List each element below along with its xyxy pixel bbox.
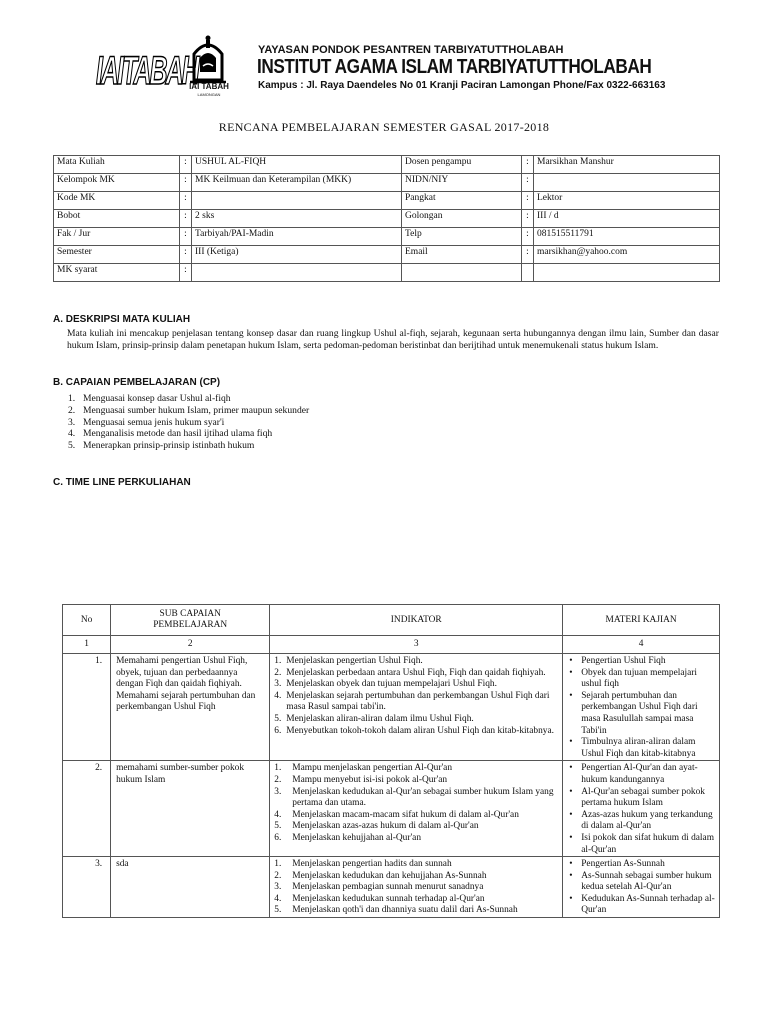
info-value: Tarbiyah/PAI-Madin — [192, 228, 402, 246]
list-item: • As-Sunnah sebagai sumber hukum kedua setelah Al-Qur'an — [567, 871, 715, 894]
info-colon: : — [180, 264, 192, 282]
list-item: 2. Menjelaskan perbedaan antara Ushul Fiqh, Fiqh dan qaidah fiqhiyah. — [274, 667, 546, 678]
info-row — [54, 156, 720, 174]
info-row — [54, 174, 720, 192]
col-number: 3 — [270, 636, 563, 654]
list-item: • Al-Qur'an sebagai sumber pokok pertama hukum Islam — [567, 787, 715, 810]
table-row — [63, 654, 720, 761]
info-value: 2 sks — [192, 210, 402, 228]
info-value: marsikhan@yahoo.com — [534, 246, 720, 264]
sub-cp-cell: Memahami pengertian Ushul Fiqh, obyek, tujuan dan perbedaannya dengan Fiqh dan qaidah fiqhiyah. Memahami sejarah pertumbuhan dan perkembangan Ushul Fiqh — [111, 654, 270, 761]
foundation-name: YAYASAN PONDOK PESANTREN TARBIYATUTTHOLABAH — [258, 44, 564, 56]
info-colon: : — [522, 210, 534, 228]
info-row — [54, 246, 720, 264]
info-value — [192, 264, 402, 282]
iaitabah-logo: IAITABAH — [96, 49, 198, 93]
row-number: 2. — [63, 761, 111, 857]
info-colon: : — [180, 246, 192, 264]
info-value — [534, 174, 720, 192]
timeline-table — [62, 604, 720, 918]
info-colon: : — [180, 192, 192, 210]
info-label: Dosen pengampu — [402, 156, 522, 174]
campus-address: Kampus : Jl. Raya Daendeles No 01 Kranji Paciran Lamongan Phone/Fax 0322-663163 — [258, 80, 666, 91]
list-item: 5. Menjelaskan qoth'i dan dhanniya suatu dalil dari As-Sunnah — [274, 905, 518, 916]
list-item: 1. Menjelaskan pengertian Ushul Fiqh. — [274, 656, 423, 666]
info-colon: : — [522, 192, 534, 210]
list-item: 5. Menjelaskan azas-azas hukum di dalam al-Qur'an — [274, 821, 479, 832]
sub-cp-cell: sda — [111, 857, 270, 918]
info-label: Pangkat — [402, 192, 522, 210]
list-item: • Azas-azas hukum yang terkandung di dalam al-Qur'an — [567, 810, 715, 833]
col-number: 1 — [63, 636, 111, 654]
section-a-heading: A. DESKRIPSI MATA KULIAH — [53, 314, 191, 325]
list-item: 3. Menjelaskan pembagian sunnah menurut sanadnya — [274, 882, 484, 893]
list-item: 1. Mampu menjelaskan pengertian Al-Qur'an — [274, 763, 453, 774]
info-colon: : — [180, 156, 192, 174]
list-item: 4. Menganalisis metode dan hasil ijtihad ulama fiqh — [68, 428, 273, 440]
table-row — [63, 761, 720, 857]
list-item: 2. Menguasai sumber hukum Islam, primer maupun sekunder — [68, 404, 310, 416]
list-item: 5. Menjelaskan aliran-aliran dalam ilmu Ushul Fiqh. — [274, 713, 474, 724]
institute-name: INSTITUT AGAMA ISLAM TARBIYATUTTHOLABAH — [257, 56, 652, 78]
document-title: RENCANA PEMBELAJARAN SEMESTER GASAL 2017-2018 — [218, 120, 550, 134]
col-number: 4 — [563, 636, 720, 654]
list-item: 4. Menjelaskan kedudukan sunnah terhadap al-Qur'an — [274, 893, 485, 904]
info-label: Email — [402, 246, 522, 264]
material-cell — [563, 654, 720, 761]
indicator-cell — [270, 761, 563, 857]
emblem-caption: IAI TABAH — [189, 82, 229, 91]
list-item: 1. Menguasai konsep dasar Ushul al-fiqh — [68, 393, 231, 404]
indicator-cell — [270, 654, 563, 761]
material-cell — [563, 761, 720, 857]
learning-outcomes-list — [68, 393, 309, 452]
list-item: 3. Menjelaskan obyek dan tujuan mempelajari Ushul Fiqh. — [274, 679, 497, 690]
info-colon: : — [522, 174, 534, 192]
info-row — [54, 192, 720, 210]
sub-cp-cell: memahami sumber-sumber pokok hukum Islam — [111, 761, 270, 857]
info-row — [54, 264, 720, 282]
list-item: • Obyek dan tujuan mempelajari ushul fiqh — [567, 668, 715, 691]
list-item: 2. Menjelaskan kedudukan dan kehujjahan As-Sunnah — [274, 870, 487, 881]
course-description: Mata kuliah ini mencakup penjelasan tentang konsep dasar dan ruang lingkup Ushul al-fiqh, sejarah, kegunaan serta hubungannya dengan ilmu lain, Sumber dan dasar hukum Islam, prinsip-prinsip dalam penetapan hukum Islam, serta pedoman-pedoman beristinbat dan berijtihad untuk menemukenali status hukum Islam. — [67, 328, 719, 351]
row-number: 3. — [63, 857, 111, 918]
list-item: • Sejarah pertumbuhan dan perkembangan Ushul Fiqh dari masa Rasulullah sampai masa Tabi'in — [567, 691, 715, 737]
info-row — [54, 228, 720, 246]
info-colon: : — [180, 228, 192, 246]
list-item: 6. Menjelaskan kehujjahan al-Qur'an — [274, 832, 422, 843]
info-colon: : — [180, 174, 192, 192]
info-label: Kode MK — [54, 192, 180, 210]
info-value: III (Ketiga) — [192, 246, 402, 264]
info-colon: : — [180, 210, 192, 228]
list-item: 3. Menguasai semua jenis hukum syar'i — [68, 416, 225, 428]
col-header-sub-cp: SUB CAPAIAN PEMBELAJARAN — [111, 605, 270, 636]
list-item: 5. Menerapkan prinsip-prinsip istinbath hukum — [68, 440, 255, 452]
info-label: Mata Kuliah — [54, 156, 180, 174]
col-header-material: MATERI KAJIAN — [563, 605, 720, 636]
col-number: 2 — [111, 636, 270, 654]
list-item: 4. Menjelaskan macam-macam sifat hukum di dalam al-Qur'an — [274, 809, 519, 820]
row-number: 1. — [63, 654, 111, 761]
col-header-no: No — [63, 605, 111, 636]
section-b-heading: B. CAPAIAN PEMBELAJARAN (CP) — [53, 377, 221, 388]
info-value: Lektor — [534, 192, 720, 210]
info-label: Telp — [402, 228, 522, 246]
list-item: 3. Menjelaskan kedudukan al-Qur'an sebagai sumber hukum Islam yang pertama dan utama. — [274, 786, 554, 809]
info-label: MK syarat — [54, 264, 180, 282]
info-colon: : — [522, 246, 534, 264]
list-item: 2. Mampu menyebut isi-isi pokok al-Qur'an — [274, 774, 448, 785]
list-item: • Isi pokok dan sifat hukum di dalam al-Qur'an — [567, 833, 715, 856]
info-label: Semester — [54, 246, 180, 264]
course-info-table — [53, 155, 720, 282]
info-label — [402, 264, 522, 282]
info-value: Marsikhan Manshur — [534, 156, 720, 174]
list-item: • Pengertian Ushul Fiqh — [567, 656, 715, 668]
info-value: III / d — [534, 210, 720, 228]
material-cell — [563, 857, 720, 918]
info-value — [534, 264, 720, 282]
info-colon — [522, 264, 534, 282]
list-item: • Kedudukan As-Sunnah terhadap al-Qur'an — [567, 894, 715, 917]
info-label: Golongan — [402, 210, 522, 228]
info-label: NIDN/NIY — [402, 174, 522, 192]
info-value: 081515511791 — [534, 228, 720, 246]
list-item: 4. Menjelaskan sejarah pertumbuhan dan perkembangan Ushul Fiqh dari masa Rasul sampai tabi'in. — [274, 690, 550, 713]
list-item: • Timbulnya aliran-aliran dalam Ushul Fiqh dan kitab-kitabnya — [567, 737, 715, 760]
info-label: Kelompok MK — [54, 174, 180, 192]
info-label: Fak / Jur — [54, 228, 180, 246]
info-colon: : — [522, 228, 534, 246]
section-c-heading: C. TIME LINE PERKULIAHAN — [53, 477, 191, 488]
info-colon: : — [522, 156, 534, 174]
list-item: 1. Menjelaskan pengertian hadits dan sunnah — [274, 859, 452, 870]
info-value — [192, 192, 402, 210]
list-item: 6. Menyebutkan tokoh-tokoh dalam aliran Ushul Fiqh dan kitab-kitabnya. — [274, 725, 554, 736]
table-row — [63, 857, 720, 918]
indicator-cell — [270, 857, 563, 918]
info-label: Bobot — [54, 210, 180, 228]
info-value: MK Keilmuan dan Keterampilan (MKK) — [192, 174, 402, 192]
info-value: USHUL AL-FIQH — [192, 156, 402, 174]
emblem-subcaption: LAMONGAN — [197, 92, 221, 97]
col-header-indicator: INDIKATOR — [270, 605, 563, 636]
info-row — [54, 210, 720, 228]
list-item: • Pengertian Al-Qur'an dan ayat-hukum kandungannya — [567, 763, 715, 786]
list-item: • Pengertian As-Sunnah — [567, 859, 715, 871]
